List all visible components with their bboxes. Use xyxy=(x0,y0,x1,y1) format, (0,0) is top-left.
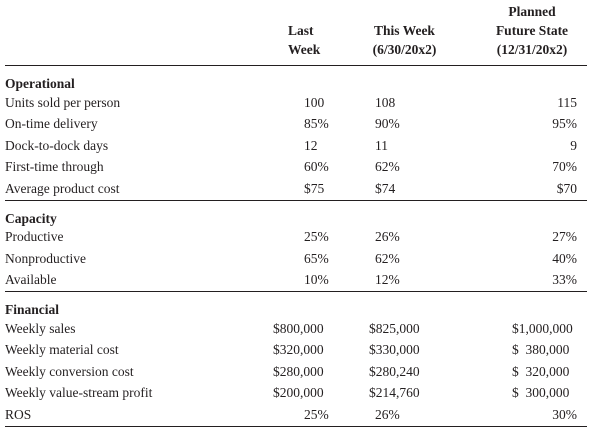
value-future-state: 95% xyxy=(552,116,577,132)
row-label: First-time through xyxy=(5,159,104,175)
row-label: On-time delivery xyxy=(5,116,98,132)
header-future-state xyxy=(467,0,587,66)
table-row xyxy=(5,383,587,405)
value-last-week: $320,000 xyxy=(273,342,324,358)
value-last-week: 65% xyxy=(304,250,329,266)
value-last-week: 10% xyxy=(225,270,332,292)
row-label: Average product cost xyxy=(5,178,225,200)
value-this-week: $280,240 xyxy=(369,363,420,379)
row-label: Dock-to-dock days xyxy=(5,137,109,153)
value-this-week: $74 xyxy=(332,178,467,200)
value-this-week: 62% xyxy=(375,159,400,175)
value-future-state: 9 xyxy=(570,137,577,153)
value-last-week: 100 xyxy=(304,94,325,110)
value-last-week: $280,000 xyxy=(273,363,324,379)
value-this-week: 108 xyxy=(375,94,396,110)
table-row xyxy=(5,248,587,270)
row-label: Weekly material cost xyxy=(5,342,119,358)
row-label: ROS xyxy=(5,404,225,426)
value-this-week: 90% xyxy=(375,116,400,132)
metrics-table xyxy=(5,0,587,427)
table-row xyxy=(5,404,587,426)
value-future-state: 70% xyxy=(552,159,577,175)
value-last-week: 85% xyxy=(304,116,329,132)
table-body xyxy=(5,66,587,427)
table-row xyxy=(5,340,587,362)
section-title-operational: Operational xyxy=(5,76,75,91)
value-future-state: 40% xyxy=(552,250,577,266)
header-future-line1: Planned xyxy=(508,4,556,19)
row-label: Weekly conversion cost xyxy=(5,363,134,379)
value-this-week: 26% xyxy=(332,404,467,426)
header-future-line2: Future State xyxy=(495,23,569,38)
value-this-week: 62% xyxy=(375,250,400,266)
value-last-week: 25% xyxy=(304,229,329,245)
header-this-week-line1: This Week xyxy=(374,23,435,38)
value-future-state: $70 xyxy=(467,178,587,200)
value-future-state: 27% xyxy=(552,229,577,245)
value-this-week: 12% xyxy=(332,270,467,292)
row-label: Productive xyxy=(5,229,64,245)
section-title-financial: Financial xyxy=(5,302,60,317)
section-heading-row xyxy=(5,200,587,227)
value-future-state: 115 xyxy=(557,94,577,110)
header-row xyxy=(5,0,587,66)
row-label: Weekly sales xyxy=(5,320,76,336)
value-last-week: 25% xyxy=(225,404,332,426)
value-last-week: 12 xyxy=(304,137,318,153)
section-heading-row xyxy=(5,66,587,93)
value-this-week: $330,000 xyxy=(369,342,420,358)
row-label: Units sold per person xyxy=(5,94,121,110)
value-last-week: $800,000 xyxy=(273,320,324,336)
value-future-state: $1,000,000 xyxy=(512,320,573,336)
table-row xyxy=(5,361,587,383)
value-this-week: 11 xyxy=(375,137,388,153)
value-future-state: 33% xyxy=(467,270,587,292)
header-this-week-line2: (6/30/20x2) xyxy=(372,42,437,57)
value-last-week: $200,000 xyxy=(273,385,324,401)
header-last-week xyxy=(225,0,332,66)
value-future-state: $ 320,000 xyxy=(512,363,570,379)
table-row xyxy=(5,157,587,179)
header-last-week-line2: Week xyxy=(288,42,321,57)
section-title-capacity: Capacity xyxy=(5,210,57,226)
table-row xyxy=(5,270,587,292)
header-last-week-line1: Last xyxy=(288,23,314,38)
row-label: Weekly value-stream profit xyxy=(5,385,153,401)
value-this-week: $825,000 xyxy=(369,320,420,336)
value-future-state: $ 380,000 xyxy=(512,342,570,358)
value-last-week: 60% xyxy=(304,159,329,175)
header-future-line3: (12/31/20x2) xyxy=(496,42,568,57)
section-heading-row xyxy=(5,292,587,319)
table-header xyxy=(5,0,587,66)
row-label: Available xyxy=(5,270,225,292)
value-this-week: $214,760 xyxy=(369,385,420,401)
table-row xyxy=(5,135,587,157)
table-row xyxy=(5,227,587,249)
value-future-state: 30% xyxy=(467,404,587,426)
header-label-blank xyxy=(5,0,225,66)
value-future-state: $ 300,000 xyxy=(512,385,570,401)
table-row xyxy=(5,114,587,136)
header-this-week xyxy=(332,0,467,66)
table-row xyxy=(5,92,587,114)
row-label: Nonproductive xyxy=(5,250,86,266)
table-row xyxy=(5,178,587,200)
value-last-week: $75 xyxy=(225,178,332,200)
table-row xyxy=(5,318,587,340)
value-this-week: 26% xyxy=(375,229,400,245)
